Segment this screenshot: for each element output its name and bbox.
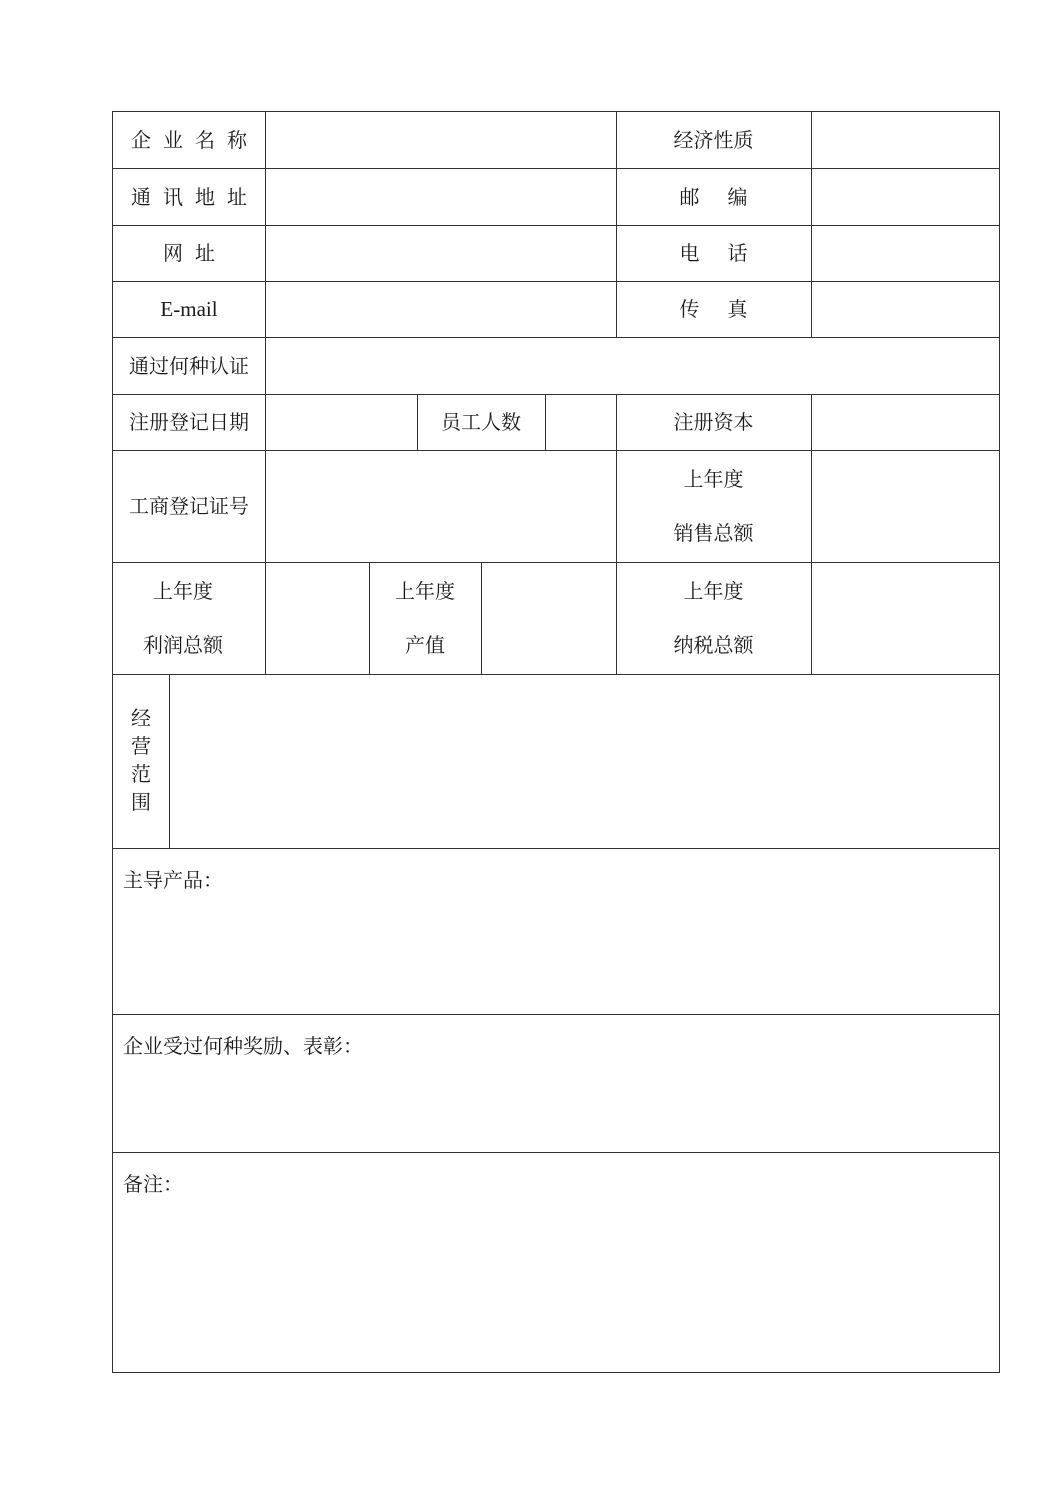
website-field[interactable] [266, 225, 616, 281]
main-products-section[interactable] [113, 848, 999, 1014]
fax-field[interactable] [812, 281, 999, 337]
address-field[interactable] [266, 168, 616, 225]
remarks-label: 备注： [123, 1172, 183, 1196]
output-value-label-line2: 产值 [405, 633, 445, 657]
business-scope-char-4: 围 [131, 790, 151, 814]
registration-date-label: 注册登记日期 [129, 410, 249, 434]
business-registration-number-field[interactable] [266, 450, 616, 562]
company-info-form [112, 111, 1000, 1373]
registered-capital-label: 注册资本 [673, 410, 754, 434]
remarks-section[interactable] [113, 1152, 999, 1372]
profit-total-field[interactable] [266, 562, 369, 674]
economic-nature-field[interactable] [812, 112, 999, 168]
tax-total-label-line1: 上年度 [683, 579, 744, 603]
output-value-label-line1: 上年度 [395, 579, 455, 603]
postcode-field[interactable] [812, 168, 999, 225]
sales-total-label-line1: 上年度 [683, 467, 744, 491]
company-name-label: 企业名称 [131, 128, 259, 152]
phone-field[interactable] [812, 225, 999, 281]
email-label: E-mail [160, 296, 218, 321]
sales-total-field[interactable] [812, 450, 999, 562]
tax-total-label-line2: 纳税总额 [673, 633, 754, 657]
company-name-field[interactable] [266, 112, 616, 168]
postcode-label: 邮编 [679, 184, 776, 209]
business-registration-number-label: 工商登记证号 [129, 494, 249, 518]
staff-count-label: 员工人数 [441, 410, 521, 434]
profit-total-label-line1: 上年度 [153, 579, 213, 603]
certification-label: 通过何种认证 [129, 353, 249, 378]
output-value-field[interactable] [482, 562, 616, 674]
email-field[interactable] [266, 281, 616, 337]
staff-count-field[interactable] [546, 394, 616, 450]
output-value-label [369, 562, 481, 674]
fax-label: 传真 [679, 297, 776, 321]
phone-label: 电话 [679, 241, 776, 265]
registered-capital-field[interactable] [812, 394, 999, 450]
sales-total-label-line2: 销售总额 [673, 521, 754, 545]
tax-total-label [616, 562, 811, 674]
business-scope-char-1: 经 [131, 706, 151, 730]
business-scope-label [113, 674, 169, 848]
certification-field[interactable] [266, 337, 999, 394]
business-scope-field[interactable] [170, 674, 999, 848]
economic-nature-label: 经济性质 [673, 128, 754, 152]
address-label: 通讯地址 [131, 184, 259, 209]
business-scope-char-3: 范 [131, 762, 151, 786]
main-products-label: 主导产品： [123, 868, 223, 892]
profit-total-label-line2: 利润总额 [143, 633, 223, 657]
business-scope-char-2: 营 [131, 734, 151, 758]
awards-section[interactable] [113, 1014, 999, 1152]
registration-date-field[interactable] [266, 394, 417, 450]
profit-total-label [113, 562, 253, 674]
sales-total-label [616, 450, 811, 562]
website-label: 网址 [163, 241, 227, 265]
awards-label: 企业受过何种奖励、表彰： [123, 1034, 363, 1058]
tax-total-field[interactable] [812, 562, 999, 674]
